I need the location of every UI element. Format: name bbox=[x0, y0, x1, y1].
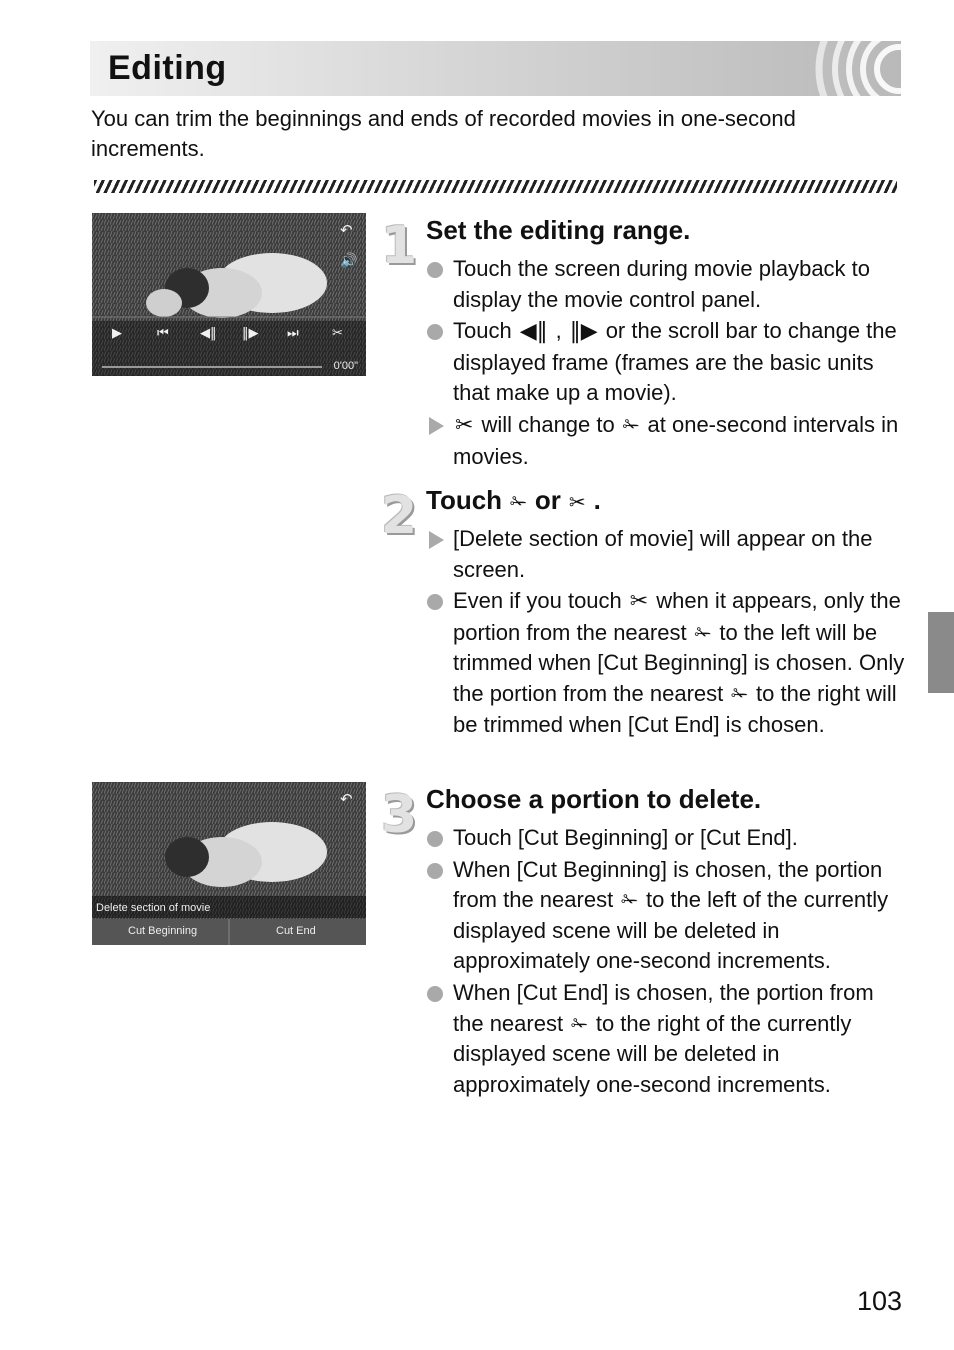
bullet-text: to the right will be trimmed when [Cut End] is chosen. bbox=[453, 680, 897, 737]
list-item bbox=[426, 254, 906, 315]
cut-beginning-option: Cut Beginning bbox=[128, 925, 198, 937]
menu-title-label: Delete section of movie bbox=[96, 902, 211, 914]
step-2-title-text: Touch bbox=[426, 485, 503, 515]
step-1-list bbox=[426, 254, 906, 473]
screenshot-movie-control-panel bbox=[92, 213, 366, 376]
list-item bbox=[426, 586, 906, 740]
frame-forward-icon: ‖▶ bbox=[569, 319, 598, 345]
page-title: Editing bbox=[108, 49, 227, 87]
svg-text:⏮: ⏮ bbox=[157, 326, 169, 341]
hatched-divider bbox=[94, 180, 897, 193]
bullet-text: Even if you touch bbox=[453, 588, 622, 614]
step-2-title bbox=[426, 484, 601, 518]
bullet-text: will change to bbox=[481, 411, 615, 437]
bullet-text: Touch bbox=[453, 318, 512, 344]
step-number-2: 2 bbox=[381, 486, 418, 546]
intro-text: You can trim the beginnings and ends of recorded movies in one-second increments. bbox=[91, 106, 796, 161]
svg-text:⏭: ⏭ bbox=[287, 326, 299, 341]
delete-section-image bbox=[92, 782, 366, 945]
list-item bbox=[426, 410, 906, 472]
bullet-text: When [Cut Beginning] is chosen, the portion from the nearest bbox=[453, 856, 883, 913]
result-triangle-icon bbox=[429, 417, 444, 435]
page-number: 103 bbox=[856, 1286, 902, 1316]
bullet-circle-icon bbox=[427, 986, 443, 1002]
step-number-3: 3 bbox=[381, 785, 418, 845]
bullet-text: Touch [Cut Beginning] or [Cut End]. bbox=[453, 825, 798, 850]
svg-text:▶: ▶ bbox=[112, 326, 122, 341]
bullet-circle-icon bbox=[427, 831, 443, 847]
svg-text:‖▶: ‖▶ bbox=[242, 326, 259, 341]
movie-playback-image bbox=[92, 213, 366, 376]
svg-text:↶: ↶ bbox=[340, 790, 353, 808]
step-2-list bbox=[426, 524, 906, 741]
bullet-text: to the left will be trimmed when [Cut Beginning] is chosen. Only the portion from the nearest bbox=[453, 619, 905, 706]
svg-text:↶: ↶ bbox=[340, 221, 353, 239]
decorative-arcs-icon bbox=[771, 41, 901, 96]
scissors-closed-icon: ✁ bbox=[731, 681, 749, 706]
step-2-title-text: . bbox=[593, 485, 601, 515]
scissors-closed-icon: ✁ bbox=[510, 490, 527, 514]
list-item bbox=[426, 524, 906, 585]
scissors-open-icon: ✂ bbox=[455, 412, 474, 438]
scissors-closed-icon: ✁ bbox=[622, 412, 640, 437]
bullet-text: [Delete section of movie] will appear on the screen. bbox=[453, 526, 873, 582]
scissors-open-icon: ✂ bbox=[629, 589, 649, 615]
list-item bbox=[426, 855, 906, 977]
step-3-title: Choose a portion to delete. bbox=[426, 784, 762, 814]
bullet-text: When [Cut End] is chosen, the portion from the nearest bbox=[453, 979, 874, 1036]
step-3-list bbox=[426, 823, 906, 1101]
step-number-1: 1 bbox=[381, 216, 418, 276]
list-item bbox=[426, 316, 906, 409]
bullet-text: to the right of the currently displayed scene will be deleted in approximately one-second increments. bbox=[453, 1010, 852, 1097]
list-item bbox=[426, 978, 906, 1100]
bullet-text: to the left of the currently displayed scene will be deleted in approximately one-second increments. bbox=[453, 887, 889, 974]
scissors-closed-icon: ✁ bbox=[694, 620, 712, 645]
bullet-text: when it appears, only the portion from the nearest bbox=[453, 588, 901, 645]
scissors-open-icon: ✂ bbox=[568, 490, 586, 514]
list-item bbox=[426, 823, 906, 854]
svg-text:◀‖: ◀‖ bbox=[200, 326, 217, 341]
bullet-text: Touch the screen during movie playback to display the movie control panel. bbox=[453, 256, 871, 312]
bullet-circle-icon bbox=[427, 594, 443, 610]
bullet-circle-icon bbox=[427, 863, 443, 879]
step-2-title-text: or bbox=[534, 485, 561, 515]
cut-end-option: Cut End bbox=[276, 925, 316, 937]
bullet-text: or the scroll bar to change the displayed frame (frames are the basic units that make up a movie). bbox=[453, 318, 897, 406]
screenshot-delete-section bbox=[92, 782, 366, 945]
bullet-circle-icon bbox=[427, 324, 443, 340]
scissors-closed-icon: ✁ bbox=[621, 888, 638, 913]
timecode: 0'00" bbox=[333, 360, 358, 372]
svg-text:🔊: 🔊 bbox=[340, 253, 358, 269]
scissors-closed-icon: ✁ bbox=[571, 1011, 588, 1036]
svg-text:✂: ✂ bbox=[332, 326, 343, 341]
bullet-text: at one-second intervals in movies. bbox=[453, 411, 899, 469]
step-1-title: Set the editing range. bbox=[426, 215, 691, 245]
chapter-side-tab bbox=[928, 612, 954, 693]
bullet-circle-icon bbox=[427, 262, 443, 278]
result-triangle-icon bbox=[429, 531, 444, 549]
frame-back-icon: ◀‖ bbox=[519, 319, 548, 345]
bullet-text: , bbox=[555, 318, 562, 344]
